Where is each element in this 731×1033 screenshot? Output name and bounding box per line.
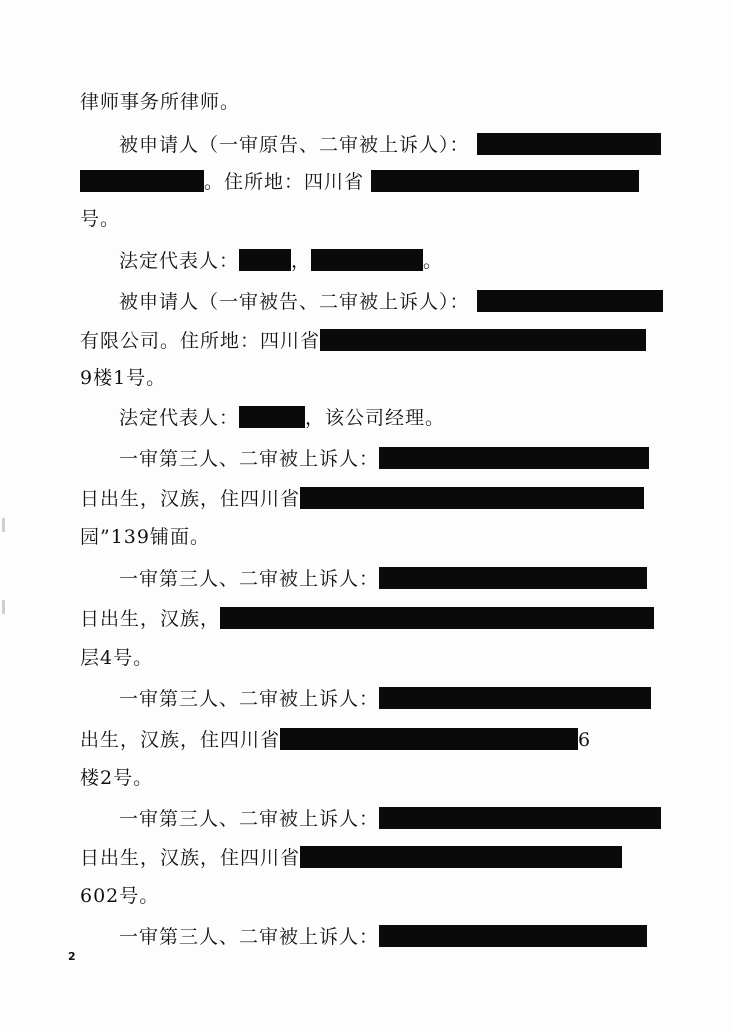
redaction-bar (379, 925, 647, 947)
binding-hole-mark (2, 600, 5, 614)
line-text: 层4号。 (80, 647, 154, 669)
line-text: 出生，汉族，住四川省 (80, 729, 281, 751)
line-text: 日出生，汉族， (80, 608, 221, 630)
text-line (119, 807, 661, 831)
line-text: 法定代表人： (119, 250, 240, 272)
text-line (80, 728, 591, 752)
text-line (119, 447, 649, 471)
redaction-bar (311, 249, 423, 271)
redaction-bar (300, 846, 622, 868)
line-text: 日出生，汉族，住四川省 (80, 847, 301, 869)
line-text: 楼2号。 (80, 767, 154, 789)
text-line (119, 687, 651, 711)
text-line (80, 487, 644, 511)
line-text: 6 (578, 729, 592, 751)
redaction-bar (379, 807, 661, 829)
text-line (80, 329, 646, 353)
text-line (119, 567, 647, 591)
line-text: 。住所地：四川省 (204, 171, 365, 193)
line-text: 602号。 (80, 885, 160, 907)
line-text: 一审第三人、二审被上诉人： (119, 568, 380, 590)
redaction-bar (320, 329, 646, 351)
redaction-bar (239, 406, 305, 428)
text-line (80, 766, 153, 790)
text-line (80, 646, 153, 670)
redaction-bar (379, 447, 649, 469)
text-line (119, 249, 443, 273)
text-line (119, 133, 661, 157)
text-line (80, 366, 166, 390)
line-text: ， (291, 250, 312, 272)
line-text: 。 (423, 250, 444, 272)
redaction-bar (379, 687, 651, 709)
line-text: ，该公司经理。 (305, 407, 446, 429)
line-text: 一审第三人、二审被上诉人： (119, 688, 380, 710)
text-line (119, 925, 647, 949)
line-text: 一审第三人、二审被上诉人： (119, 926, 380, 948)
text-line (80, 607, 654, 631)
line-text: 一审第三人、二审被上诉人： (119, 448, 380, 470)
line-text: 有限公司。住所地：四川省 (80, 330, 321, 352)
line-text: 9楼1号。 (80, 367, 167, 389)
line-text: 被申请人（一审被告、二审被上诉人）： (119, 291, 470, 313)
redaction-bar (477, 290, 663, 312)
line-text: 日出生，汉族，住四川省 (80, 488, 301, 510)
line-text: 一审第三人、二审被上诉人： (119, 808, 380, 830)
redaction-bar (220, 607, 654, 629)
redaction-bar (300, 487, 644, 509)
redaction-bar (80, 170, 204, 192)
page-number: 2 (68, 950, 76, 963)
redaction-bar (239, 249, 291, 271)
text-line (80, 884, 159, 908)
text-line (80, 170, 639, 194)
redaction-bar (280, 728, 578, 750)
redaction-bar (371, 170, 639, 192)
text-line (80, 525, 210, 549)
line-text: 园”139铺面。 (80, 526, 210, 548)
redaction-bar (477, 133, 661, 155)
line-text: 号。 (80, 208, 121, 230)
text-line (80, 90, 240, 114)
line-text: 律师事务所律师。 (80, 91, 241, 113)
binding-hole-mark (2, 518, 5, 532)
text-line (119, 406, 445, 430)
redaction-bar (379, 567, 647, 589)
text-line (119, 290, 663, 314)
text-line (80, 207, 120, 231)
line-text: 被申请人（一审原告、二审被上诉人）： (119, 134, 470, 156)
line-text: 法定代表人： (119, 407, 240, 429)
text-line (80, 846, 622, 870)
